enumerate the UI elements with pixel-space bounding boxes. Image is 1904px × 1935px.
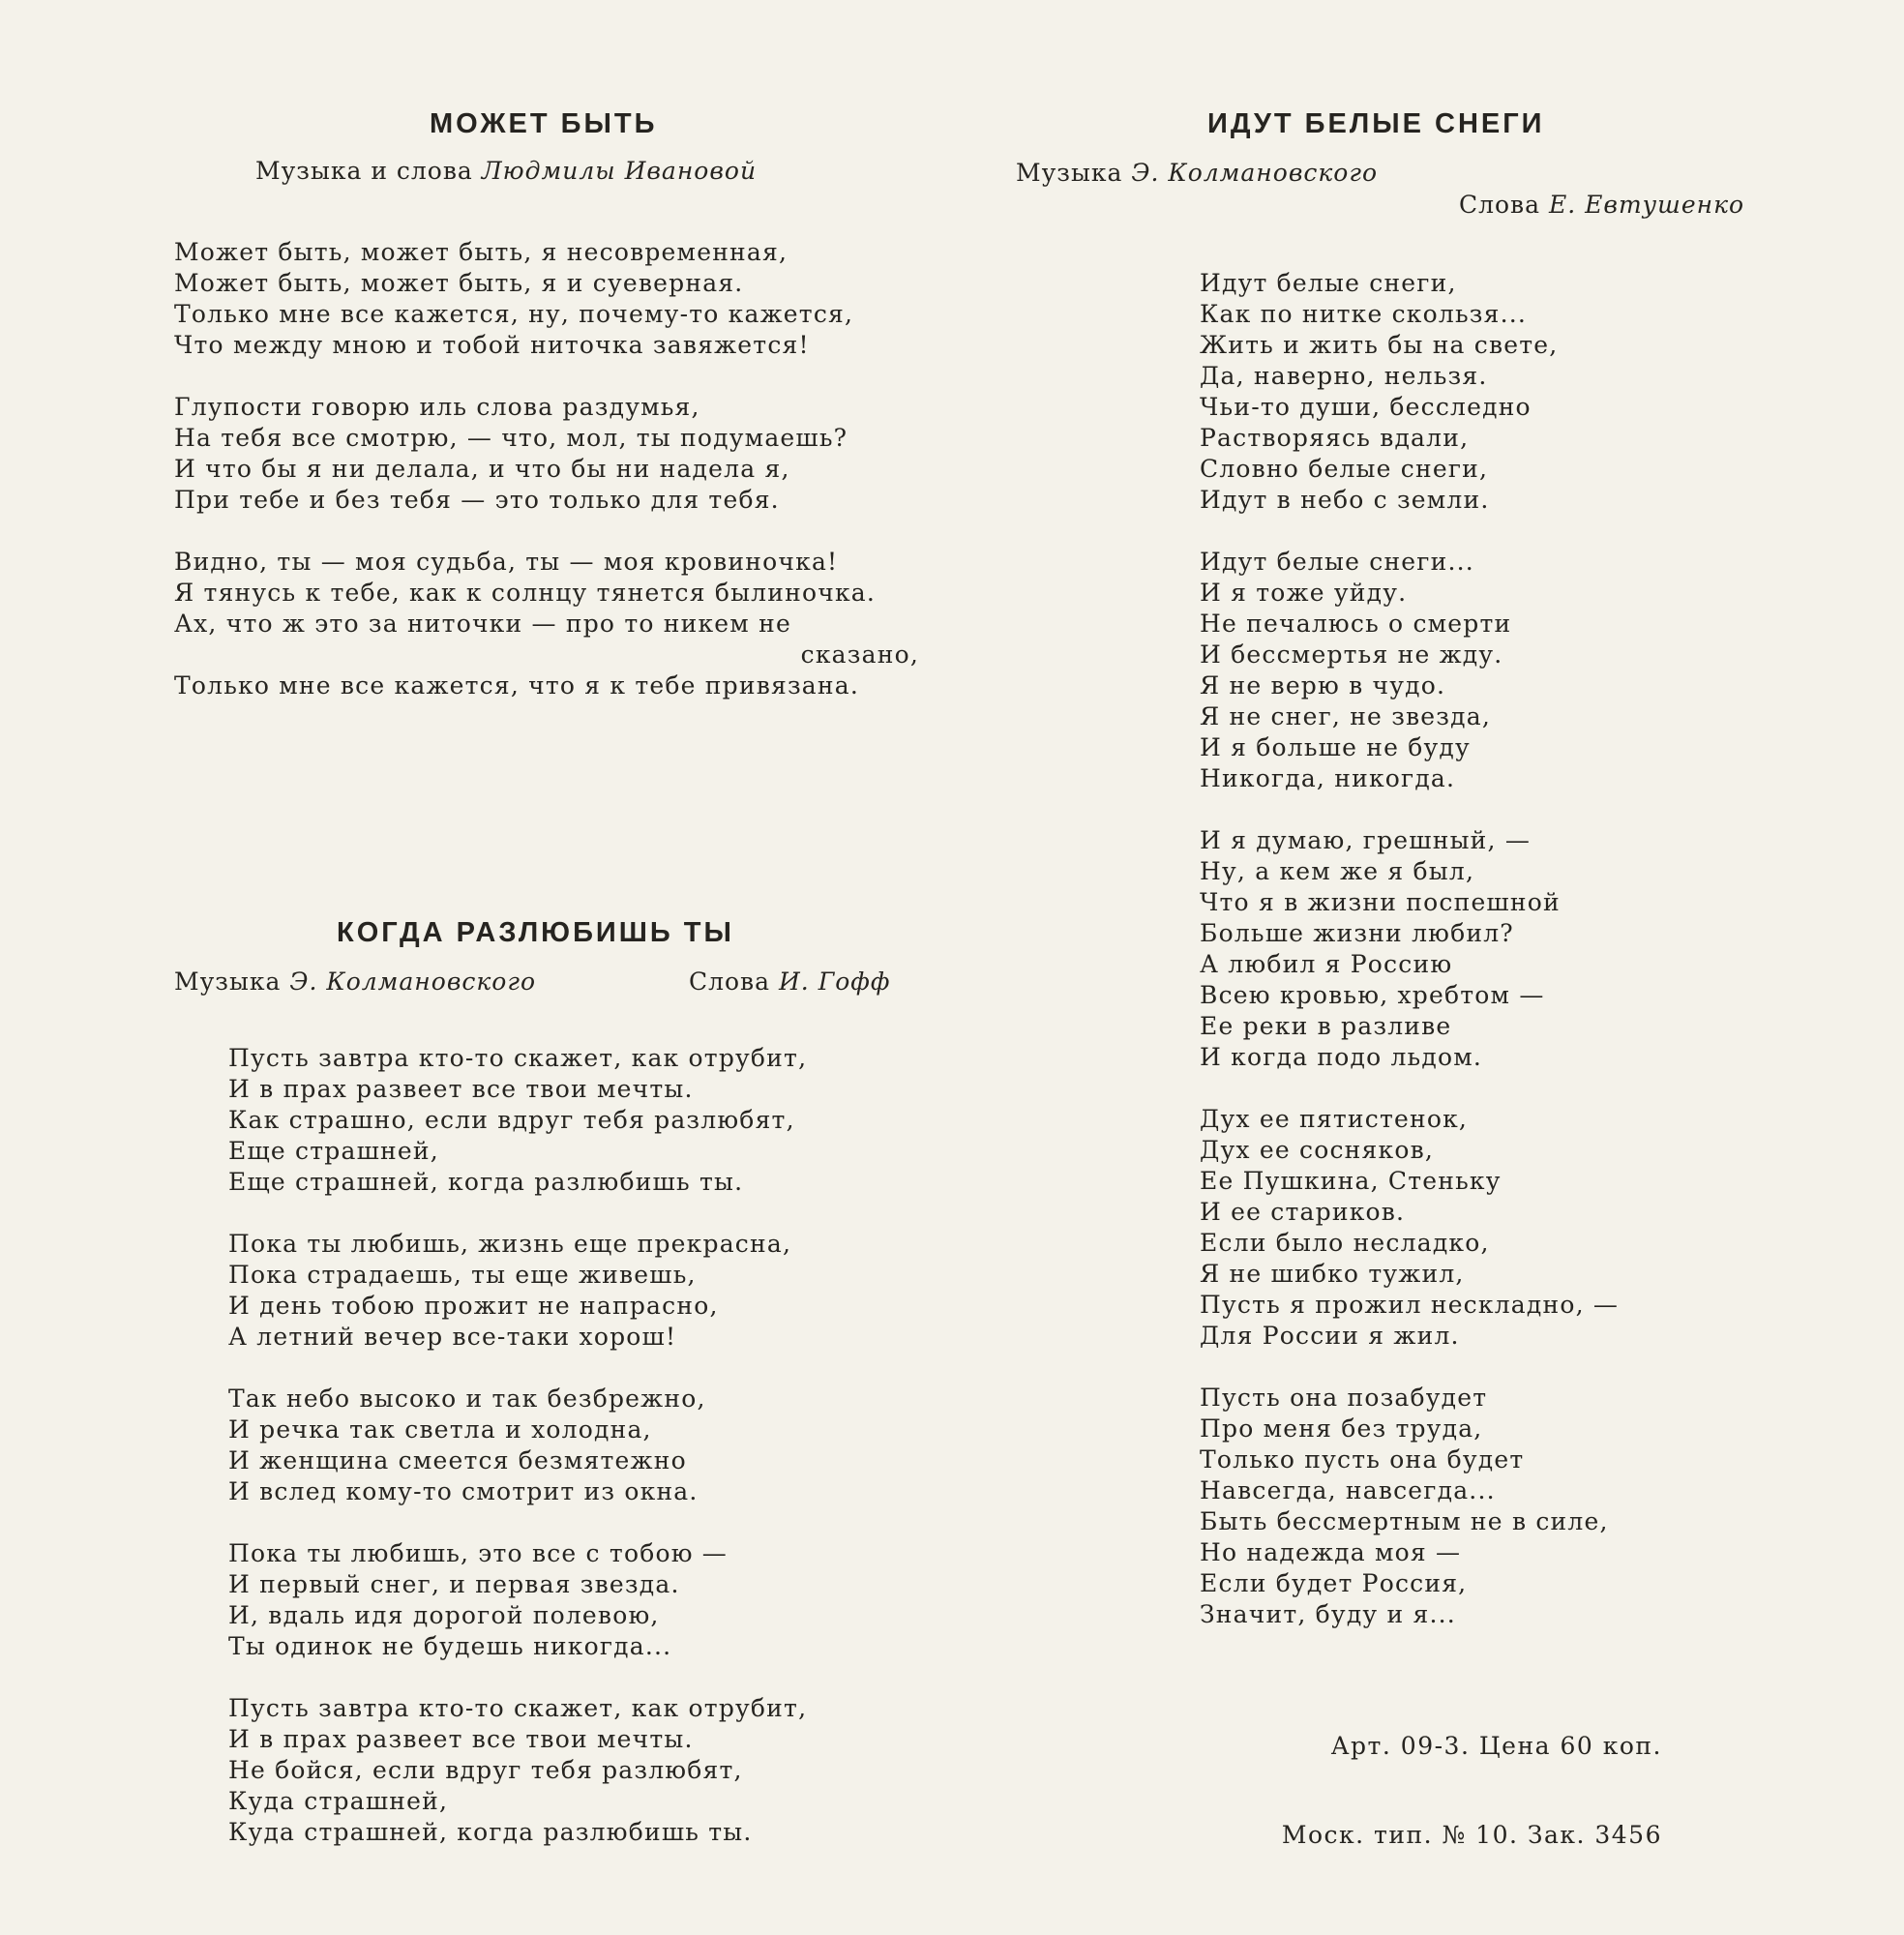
lyric-line: Чьи-то души, бесследно <box>1200 393 1532 421</box>
lyric-line: Пока ты любишь, жизнь еще прекрасна, <box>228 1230 792 1258</box>
stanza <box>1200 1383 1741 1630</box>
music-author: Э. Колмановского <box>1131 159 1379 187</box>
lyric-line: Ее Пушкина, Стеньку <box>1200 1167 1502 1195</box>
lyric-line: И в прах развеет все твои мечты. <box>228 1725 694 1753</box>
lyric-line: Я не шибко тужил, <box>1200 1260 1465 1288</box>
lyric-line: Для России я жил. <box>1200 1322 1460 1350</box>
lyric-line: Навсегда, навсегда... <box>1200 1476 1496 1504</box>
song-title: КОГДА РАЗЛЮБИШЬ ТЫ <box>337 917 734 948</box>
stanza <box>1200 547 1741 794</box>
music-author: Э. Колмановского <box>289 968 537 996</box>
song-lyrics <box>174 237 919 732</box>
lyric-line: Я тянусь к тебе, как к солнцу тянется былиночка. <box>174 579 877 607</box>
song-words-credit <box>1459 191 1744 219</box>
song-credit <box>255 157 757 185</box>
lyric-line: Как по нитке скользя... <box>1200 300 1528 328</box>
stanza <box>1200 1104 1741 1352</box>
music-prefix: Музыка <box>1016 159 1123 187</box>
lyric-line: Ее реки в разливе <box>1200 1012 1452 1040</box>
lyric-line: И в прах развеет все твои мечты. <box>228 1075 694 1103</box>
song-lyrics <box>228 1043 906 1879</box>
lyric-line: Да, наверно, нельзя. <box>1200 362 1488 390</box>
lyric-line: И я думаю, грешный, — <box>1200 826 1532 854</box>
lyric-line: Не печалюсь о смерти <box>1200 610 1512 638</box>
lyric-line: Пусть я прожил нескладно, — <box>1200 1291 1620 1319</box>
song-music-credit <box>1016 159 1378 187</box>
lyric-line: Ах, что ж это за ниточки — про то никем не <box>174 610 791 638</box>
lyric-line: Дух ее сосняков, <box>1200 1136 1435 1164</box>
lyric-line: Пока ты любишь, это все с тобою — <box>228 1539 729 1567</box>
lyric-line: Только мне все кажется, что я к тебе привязана. <box>174 671 860 700</box>
lyric-line: И, вдаль идя дорогой полевою, <box>228 1601 660 1629</box>
song-music-credit <box>174 968 536 996</box>
lyric-line: Пусть завтра кто-то скажет, как отрубит, <box>228 1044 808 1072</box>
stanza <box>1200 825 1741 1073</box>
lyric-line: При тебе и без тебя — это только для тебя. <box>174 486 780 514</box>
lyric-line: Если будет Россия, <box>1200 1569 1468 1597</box>
stanza <box>228 1384 906 1507</box>
lyric-line: И я больше не буду <box>1200 733 1471 761</box>
lyric-line: И речка так светла и холодна, <box>228 1415 652 1444</box>
song-title: ИДУТ БЕЛЫЕ СНЕГИ <box>1207 108 1545 139</box>
lyric-line: Жить и жить бы на свете, <box>1200 331 1559 359</box>
stanza <box>174 547 919 701</box>
lyric-line: Куда страшней, <box>228 1787 449 1815</box>
music-prefix: Музыка <box>174 968 282 996</box>
stanza <box>174 237 919 361</box>
lyric-line: И женщина смеется безмятежно <box>228 1446 687 1474</box>
lyric-line: Быть бессмертным не в силе, <box>1200 1507 1609 1535</box>
lyric-line: И бессмертья не жду. <box>1200 640 1503 669</box>
lyric-line: Как страшно, если вдруг тебя разлюбят, <box>228 1106 795 1134</box>
lyric-line: Куда страшней, когда разлюбишь ты. <box>228 1818 753 1846</box>
lyric-line: И первый снег, и первая звезда. <box>228 1570 680 1598</box>
lyric-line: Словно белые снеги, <box>1200 455 1489 483</box>
lyric-line: А любил я Россию <box>1200 950 1453 978</box>
lyric-line: Пока страдаешь, ты еще живешь, <box>228 1261 697 1289</box>
lyric-line: И вслед кому-то смотрит из окна. <box>228 1477 699 1505</box>
song-lyrics <box>1200 268 1741 1661</box>
lyric-line: А летний вечер все-таки хорош! <box>228 1323 677 1351</box>
words-author: И. Гофф <box>779 968 891 996</box>
stanza <box>1200 268 1741 516</box>
lyric-line: Растворяясь вдали, <box>1200 424 1470 452</box>
lyric-line: И когда подо льдом. <box>1200 1043 1483 1071</box>
lyric-line: Идут белые снеги, <box>1200 269 1457 297</box>
lyric-line: Про меня без труда, <box>1200 1414 1483 1443</box>
lyric-line: И день тобою прожит не напрасно, <box>228 1292 719 1320</box>
lyric-line: Пусть она позабудет <box>1200 1384 1488 1412</box>
lyric-line: сказано, <box>800 640 919 669</box>
lyric-line: Дух ее пятистенок, <box>1200 1105 1469 1133</box>
lyric-line: Видно, ты — моя судьба, ты — моя кровиночка! <box>174 548 839 576</box>
lyric-line: Ты одинок не будешь никогда... <box>228 1632 672 1660</box>
lyric-line: Так небо высоко и так безбрежно, <box>228 1384 706 1413</box>
lyric-line: На тебя все смотрю, — что, мол, ты подумаешь? <box>174 424 848 452</box>
song-words-credit <box>689 968 890 996</box>
lyric-line: Всею кровью, хребтом — <box>1200 981 1545 1009</box>
lyric-line: И ее стариков. <box>1200 1198 1406 1226</box>
lyric-line: Глупости говорю иль слова раздумья, <box>174 393 700 421</box>
words-prefix: Слова <box>1459 191 1541 219</box>
lyric-line: Только пусть она будет <box>1200 1445 1525 1474</box>
words-author: Е. Евтушенко <box>1549 191 1745 219</box>
stanza <box>174 392 919 516</box>
lyric-line: Если было несладко, <box>1200 1229 1490 1257</box>
lyric-line: И я тоже уйду. <box>1200 579 1408 607</box>
lyric-line: Что между мною и тобой ниточка завяжется! <box>174 331 810 359</box>
stanza <box>228 1538 906 1662</box>
lyric-line: Что я в жизни поспешной <box>1200 888 1561 916</box>
lyric-line: Только мне все кажется, ну, почему-то кажется, <box>174 300 854 328</box>
lyric-line: Я не верю в чудо. <box>1200 671 1446 700</box>
lyric-line: Я не снег, не звезда, <box>1200 702 1491 730</box>
lyric-line: Идут в небо с земли. <box>1200 486 1490 514</box>
words-prefix: Слова <box>689 968 771 996</box>
lyric-line: Больше жизни любил? <box>1200 919 1514 947</box>
print-info: Моск. тип. № 10. Зак. 3456 <box>1281 1821 1662 1849</box>
lyric-line: Еще страшней, когда разлюбишь ты. <box>228 1168 744 1196</box>
lyric-line: Ну, а кем же я был, <box>1200 857 1475 885</box>
lyric-line: Пусть завтра кто-то скажет, как отрубит, <box>228 1694 808 1722</box>
stanza <box>228 1043 906 1198</box>
lyric-line: Еще страшней, <box>228 1137 439 1165</box>
lyric-line: Может быть, может быть, я несовременная, <box>174 238 788 266</box>
stanza <box>228 1229 906 1353</box>
lyric-line: Но надежда моя — <box>1200 1538 1462 1566</box>
stanza <box>228 1693 906 1848</box>
price-line: Арт. 09-3. Цена 60 коп. <box>1330 1732 1662 1760</box>
lyric-line: Никогда, никогда. <box>1200 764 1456 792</box>
lyric-line: Не бойся, если вдруг тебя разлюбят, <box>228 1756 743 1784</box>
credit-author: Людмилы Ивановой <box>481 157 758 185</box>
lyric-line: Может быть, может быть, я и суеверная. <box>174 269 744 297</box>
song-title: МОЖЕТ БЫТЬ <box>430 108 658 139</box>
lyric-line: И что бы я ни делала, и что бы ни надела я, <box>174 455 790 483</box>
credit-prefix: Музыка и слова <box>255 157 473 185</box>
lyric-line: Идут белые снеги... <box>1200 548 1474 576</box>
lyric-line: Значит, буду и я... <box>1200 1600 1456 1628</box>
